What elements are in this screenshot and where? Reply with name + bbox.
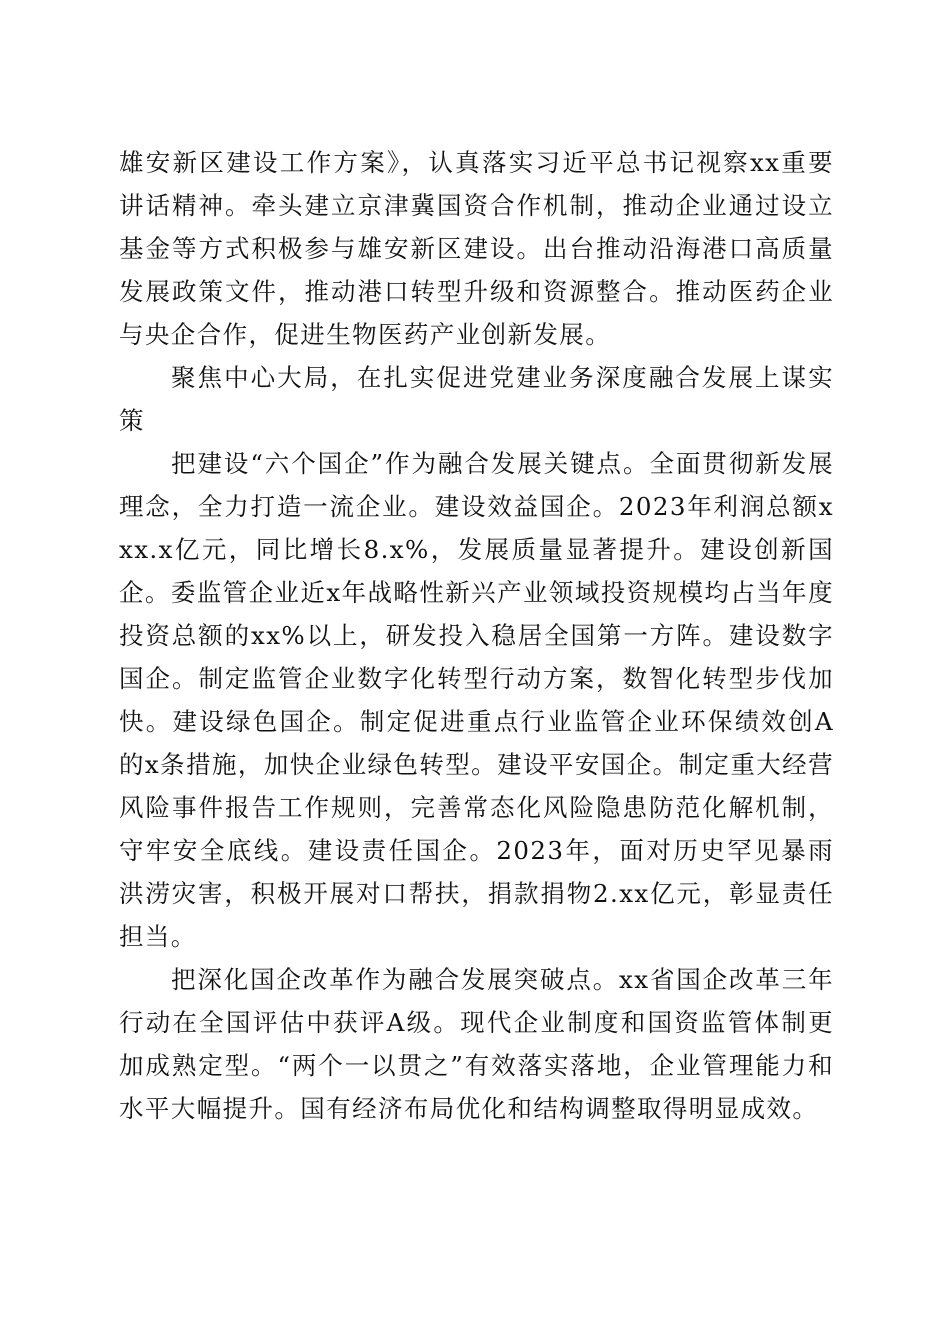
section-heading: 聚焦中心大局，在扎实促进党建业务深度融合发展上谋实策 (119, 363, 834, 435)
body-text (119, 141, 834, 1130)
paragraph-continuation: 雄安新区建设工作方案》，认真落实习近平总书记视察xx重要讲话精神。牵头建立京津冀国资合作机制，推动企业通过设立基金等方式积极参与雄安新区建设。出台推动沿海港口高质量发展政策文件，推动港口转型升级和资源整合。推动医药企业与央企合作，促进生物医药产业创新发展。 (119, 148, 834, 349)
paragraph-six-soe: 把建设“六个国企”作为融合发展关键点。全面贯彻新发展理念，全力打造一流企业。建设效益国企。2023年利润总额xxx.x亿元，同比增长8.x%，发展质量显著提升。建设创新国企。委监管企业近x年战略性新兴产业领域投资规模均占当年度投资总额的xx%以上，研发投入稳居全国第一方阵。建设数字国企。制定监管企业数字化转型行动方案，数智化转型步伐加快。建设绿色国企。制定促进重点行业监管企业环保绩效创A的x条措施，加快企业绿色转型。建设平安国企。制定重大经营风险事件报告工作规则，完善常态化风险隐患防范化解机制，守牢安全底线。建设责任国企。2023年，面对历史罕见暴雨洪涝灾害，积极开展对口帮扶，捐款捐物2.xx亿元，彰显责任担当。 (119, 449, 834, 951)
paragraph-soe-reform: 把深化国企改革作为融合发展突破点。xx省国企改革三年行动在全国评估中获评A级。现代企业制度和国资监管体制更加成熟定型。“两个一以贯之”有效落实落地，企业管理能力和水平大幅提升。国有经济布局优化和结构调整取得明显成效。 (119, 965, 834, 1123)
